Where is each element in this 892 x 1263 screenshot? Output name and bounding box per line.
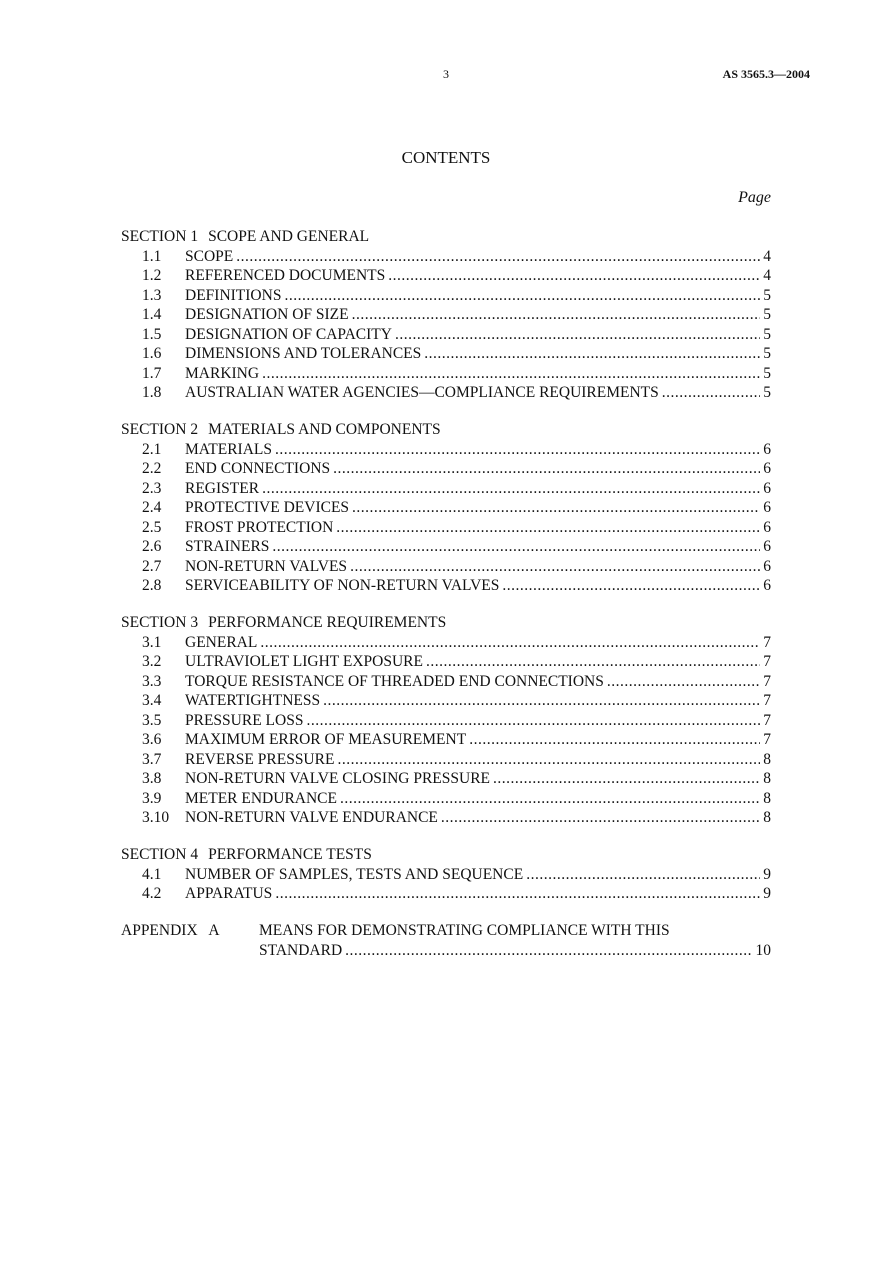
entry-number: 3.7: [142, 750, 162, 768]
section-heading[interactable]: [121, 420, 771, 440]
toc-entry[interactable]: [121, 730, 771, 750]
entry-number: 3.10: [142, 809, 170, 826]
dot-leader: [337, 750, 760, 770]
entry-page-number: 5: [763, 306, 771, 323]
toc-entry[interactable]: [121, 518, 771, 538]
dot-leader: [262, 364, 760, 384]
dot-leader: [260, 633, 760, 653]
entry-page-number: 7: [763, 633, 771, 651]
toc-entry[interactable]: [121, 865, 771, 885]
dot-leader: [493, 769, 760, 789]
entry-number: 1.8: [142, 384, 162, 401]
entry-number: 3.6: [142, 731, 162, 748]
toc-entry[interactable]: [121, 344, 771, 364]
toc-entry[interactable]: [121, 479, 771, 499]
entry-number: 3.3: [142, 672, 162, 690]
toc-section: [121, 613, 771, 828]
dot-leader: [275, 884, 760, 904]
toc-entry[interactable]: [121, 769, 771, 789]
entry-page-number: 5: [763, 325, 771, 343]
entry-number: 3.5: [142, 711, 162, 729]
entry-title: NON-RETURN VALVE CLOSING PRESSURE: [185, 770, 491, 787]
entry-page-number: 4: [763, 267, 771, 284]
entry-number: 1.1: [142, 247, 162, 265]
entry-page-number: 4: [763, 247, 771, 265]
page-number: 3: [443, 67, 449, 81]
appendix-entry[interactable]: [121, 921, 771, 960]
dot-leader: [441, 808, 760, 828]
page-column-label: Page: [738, 189, 771, 206]
entry-page-number: 7: [763, 692, 771, 709]
entry-page-number: 5: [763, 364, 771, 382]
entry-number: 4.2: [142, 885, 162, 902]
toc-section: [121, 420, 771, 596]
entry-page-number: 7: [763, 672, 771, 690]
toc-entry[interactable]: [121, 383, 771, 403]
entry-number: 2.8: [142, 577, 162, 594]
toc-entry[interactable]: [121, 286, 771, 306]
entry-title: TORQUE RESISTANCE OF THREADED END CONNECTIONS: [185, 672, 604, 690]
dot-leader: [395, 325, 760, 345]
toc-entry[interactable]: [121, 325, 771, 345]
entry-page-number: 6: [763, 518, 771, 536]
entry-page-number: 8: [763, 770, 771, 787]
toc-entry[interactable]: [121, 557, 771, 577]
entry-title: MATERIALS: [185, 440, 272, 458]
toc-entry[interactable]: [121, 750, 771, 770]
entry-number: 4.1: [142, 865, 162, 883]
entry-number: 1.6: [142, 345, 162, 362]
entry-title: SERVICEABILITY OF NON-RETURN VALVES: [185, 577, 500, 594]
dot-leader: [236, 247, 760, 267]
dot-leader: [323, 691, 760, 711]
entry-title: NUMBER OF SAMPLES, TESTS AND SEQUENCE: [185, 865, 524, 883]
dot-leader: [469, 730, 760, 750]
section-title: PERFORMANCE TESTS: [208, 846, 372, 863]
entry-number: 3.4: [142, 692, 162, 709]
section-heading[interactable]: [121, 845, 771, 865]
toc-section: [121, 845, 771, 904]
toc-entry[interactable]: [121, 459, 771, 479]
entry-title: PRESSURE LOSS: [185, 711, 304, 729]
entry-page-number: 6: [763, 538, 771, 555]
entry-title: DIMENSIONS AND TOLERANCES: [185, 345, 422, 362]
entry-number: 3.8: [142, 770, 162, 787]
section-label: SECTION 1: [121, 228, 199, 245]
section-title: PERFORMANCE REQUIREMENTS: [208, 614, 447, 631]
toc-entry[interactable]: [121, 808, 771, 828]
dot-leader: [333, 459, 760, 479]
toc-entry[interactable]: [121, 652, 771, 672]
appendix-title-line1: MEANS FOR DEMONSTRATING COMPLIANCE WITH THIS: [259, 922, 670, 939]
dot-leader: [306, 711, 760, 731]
entry-number: 2.7: [142, 557, 162, 575]
entry-number: 2.3: [142, 479, 162, 497]
entry-page-number: 7: [763, 711, 771, 729]
entry-title: SCOPE: [185, 247, 234, 265]
dot-leader: [275, 440, 760, 460]
appendix-label: APPENDIX A: [121, 922, 220, 939]
entry-title: REVERSE PRESSURE: [185, 750, 335, 768]
entry-title: REGISTER: [185, 479, 260, 497]
entry-page-number: 7: [763, 731, 771, 748]
toc-entry[interactable]: [121, 691, 771, 711]
dot-leader: [352, 498, 760, 518]
section-title: MATERIALS AND COMPONENTS: [208, 421, 441, 438]
contents-title: CONTENTS: [401, 148, 491, 167]
entry-title: MARKING: [185, 364, 260, 382]
entry-title: ULTRAVIOLET LIGHT EXPOSURE: [185, 653, 423, 670]
toc-entry[interactable]: [121, 364, 771, 384]
dot-leader: [272, 537, 760, 557]
entry-page-number: 8: [763, 750, 771, 768]
dot-leader: [662, 383, 760, 403]
entry-title: END CONNECTIONS: [185, 460, 331, 477]
entry-page-number: 6: [763, 499, 771, 516]
section-title: SCOPE AND GENERAL: [208, 228, 370, 245]
entry-number: 3.1: [142, 633, 162, 651]
toc-entry[interactable]: [121, 537, 771, 557]
entry-page-number: 6: [763, 479, 771, 497]
entry-number: 3.9: [142, 789, 162, 807]
entry-page-number: 7: [763, 653, 771, 670]
toc-entry[interactable]: [121, 672, 771, 692]
entry-number: 2.1: [142, 440, 162, 458]
entry-number: 2.4: [142, 499, 162, 516]
dot-leader: [607, 672, 760, 692]
entry-title: PROTECTIVE DEVICES: [185, 499, 350, 516]
dot-leader: [350, 557, 760, 577]
entry-title: METER ENDURANCE: [185, 789, 337, 807]
entry-number: 1.2: [142, 267, 162, 284]
entry-title: NON-RETURN VALVES: [185, 557, 348, 575]
entry-page-number: 8: [763, 809, 771, 826]
entry-page-number: 6: [763, 577, 771, 594]
toc-sections: [121, 227, 771, 904]
entry-title: DEFINITIONS: [185, 286, 282, 304]
entry-page-number: 8: [763, 789, 771, 807]
dot-leader: [284, 286, 760, 306]
toc-entry[interactable]: [121, 633, 771, 653]
toc-section: [121, 227, 771, 403]
entry-page-number: 9: [763, 865, 771, 883]
entry-page-number: 9: [763, 885, 771, 902]
entry-title: AUSTRALIAN WATER AGENCIES—COMPLIANCE REQUIREMENTS: [185, 384, 659, 401]
entry-title: GENERAL: [185, 633, 258, 651]
entry-title: DESIGNATION OF CAPACITY: [185, 325, 392, 343]
entry-number: 1.4: [142, 306, 162, 323]
toc-entry[interactable]: [121, 440, 771, 460]
dot-leader: [336, 518, 760, 538]
dot-leader: [262, 479, 760, 499]
document-code: AS 3565.3—2004: [722, 67, 810, 81]
entry-title: STRAINERS: [185, 538, 270, 555]
section-label: SECTION 2: [121, 421, 199, 438]
entry-number: 3.2: [142, 653, 162, 670]
entry-title: WATERTIGHTNESS: [185, 692, 321, 709]
toc-entry[interactable]: [121, 247, 771, 267]
dot-leader: [502, 576, 760, 596]
entry-page-number: 5: [763, 384, 771, 401]
section-heading[interactable]: [121, 613, 771, 633]
table-of-contents: [121, 227, 771, 960]
entry-page-number: 5: [763, 286, 771, 304]
entry-number: 2.6: [142, 538, 162, 555]
entry-title: FROST PROTECTION: [185, 518, 334, 536]
dot-leader: [340, 789, 760, 809]
entry-number: 1.7: [142, 364, 162, 382]
entry-page-number: 6: [763, 440, 771, 458]
entry-title: REFERENCED DOCUMENTS: [185, 267, 386, 284]
section-heading[interactable]: [121, 227, 771, 247]
entry-page-number: 5: [763, 345, 771, 362]
entry-title: MAXIMUM ERROR OF MEASUREMENT: [185, 731, 467, 748]
entry-number: 1.5: [142, 325, 162, 343]
toc-entry[interactable]: [121, 711, 771, 731]
toc-entry[interactable]: [121, 498, 771, 518]
toc-entry[interactable]: [121, 305, 771, 325]
entry-number: 2.5: [142, 518, 162, 536]
entry-title: NON-RETURN VALVE ENDURANCE: [185, 809, 438, 826]
toc-entry[interactable]: [121, 789, 771, 809]
section-label: SECTION 4: [121, 846, 199, 863]
entry-number: 1.3: [142, 286, 162, 304]
section-label: SECTION 3: [121, 614, 199, 631]
dot-leader: [526, 865, 760, 885]
entry-title: APPARATUS: [185, 885, 273, 902]
dot-leader: [345, 941, 752, 961]
entry-page-number: 6: [763, 557, 771, 575]
dot-leader: [352, 305, 761, 325]
appendix-title-line2: STANDARD: [259, 941, 343, 959]
entry-page-number: 6: [763, 460, 771, 477]
dot-leader: [388, 266, 760, 286]
toc-entry[interactable]: [121, 266, 771, 286]
dot-leader: [426, 652, 760, 672]
toc-entry[interactable]: [121, 884, 771, 904]
appendix-page-number: 10: [755, 941, 771, 959]
dot-leader: [424, 344, 760, 364]
toc-entry[interactable]: [121, 576, 771, 596]
entry-number: 2.2: [142, 460, 162, 477]
entry-title: DESIGNATION OF SIZE: [185, 306, 349, 323]
